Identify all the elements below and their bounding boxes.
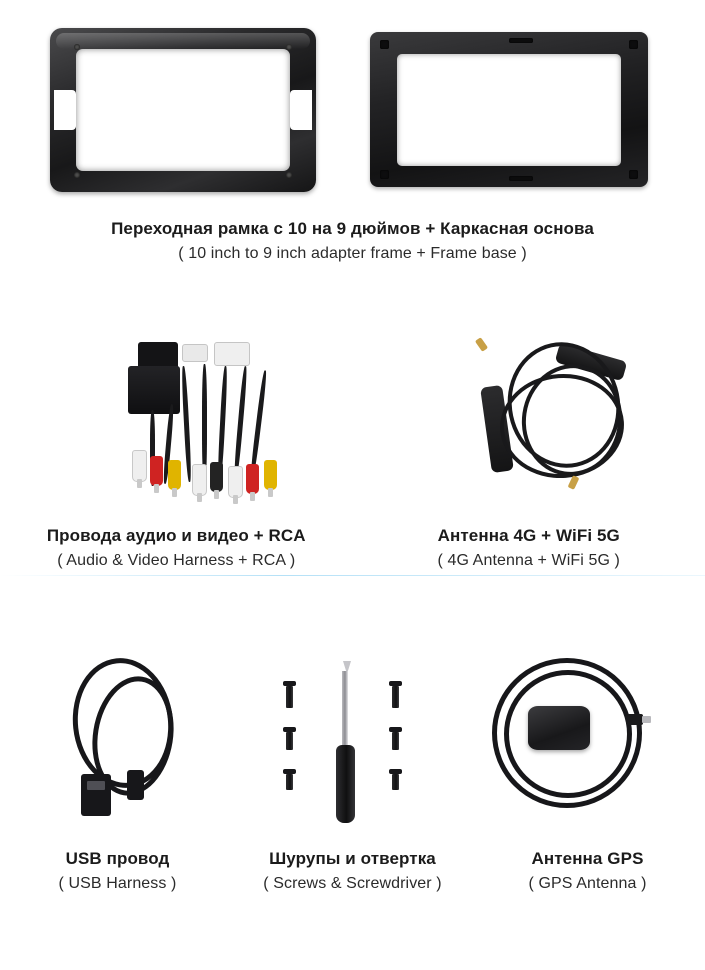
screw-hole-icon <box>74 172 80 178</box>
screw-hole-icon <box>286 172 292 178</box>
audio-video-harness-caption-ru: Провода аудио и видео + RCA <box>46 526 306 545</box>
divider-line <box>0 575 705 576</box>
audio-video-harness-caption-en: ( Audio & Video Harness + RCA ) <box>57 552 296 570</box>
rca-plug-red <box>150 456 163 486</box>
rca-plug-yellow <box>168 460 181 490</box>
4g-wifi-antenna-caption-en: ( 4G Antenna + WiFi 5G ) <box>437 552 620 570</box>
screwdriver-shaft <box>342 671 348 749</box>
frames-images <box>0 0 705 200</box>
gps-antenna-caption-ru: Антенна GPS <box>531 849 644 868</box>
harness-wire <box>233 366 248 480</box>
gps-antenna-caption <box>470 848 705 895</box>
audio-video-harness-image <box>110 340 350 520</box>
4g-wifi-antenna-caption-ru: Антенна 4G + WiFi 5G <box>437 526 620 545</box>
adapter-frame-gloss <box>56 33 310 49</box>
gps-antenna-caption-en: ( GPS Antenna ) <box>528 875 647 893</box>
screw-hole-icon <box>74 44 80 50</box>
harness-white-connector <box>182 344 208 362</box>
adapter-frame-notch-right <box>290 90 312 130</box>
mount-tab-icon <box>629 170 638 179</box>
mount-tab-icon <box>509 38 533 43</box>
harness-antenna-captions <box>0 525 705 572</box>
sma-connector <box>475 337 488 352</box>
screws-screwdriver-caption-ru: Шурупы и отвертка <box>269 849 436 868</box>
screws-screwdriver-caption-en: ( Screws & Screwdriver ) <box>263 875 442 893</box>
gps-antenna-image <box>480 650 670 840</box>
mount-tab-icon <box>629 40 638 49</box>
screw-hole-icon <box>286 44 292 50</box>
usb-port-slot <box>87 781 105 790</box>
frames-caption <box>0 218 705 265</box>
4g-wifi-antenna-caption <box>353 525 705 572</box>
usb-female-port <box>81 774 111 816</box>
adapter-frame-image <box>50 28 316 192</box>
mount-tab-icon <box>509 176 533 181</box>
rca-plug-white <box>132 450 147 482</box>
audio-video-harness-caption <box>0 525 353 572</box>
gps-connector <box>626 714 643 725</box>
harness-wire <box>181 366 192 482</box>
screws-screwdriver-caption <box>235 848 470 895</box>
rca-plug-black <box>210 462 223 492</box>
4g-wifi-antenna-image <box>470 330 680 520</box>
screw-icon <box>286 732 293 750</box>
usb-harness-caption-ru: USB провод <box>65 849 170 868</box>
rca-plug-white <box>192 464 207 496</box>
section-frames <box>0 0 705 300</box>
accessories-captions <box>0 848 705 895</box>
screwdriver-handle <box>336 745 355 823</box>
screw-icon <box>392 686 399 708</box>
mount-tab-icon <box>380 40 389 49</box>
usb-male-plug <box>127 770 144 800</box>
screw-icon <box>286 774 293 790</box>
mount-tab-icon <box>380 170 389 179</box>
gps-receiver-puck <box>528 706 590 750</box>
harness-iso-connector <box>214 342 250 366</box>
screws-screwdriver-image <box>255 645 445 840</box>
rca-plug-white <box>228 466 243 498</box>
section-accessories <box>0 620 705 970</box>
screw-icon <box>392 774 399 790</box>
usb-harness-caption-en: ( USB Harness ) <box>58 875 177 893</box>
usb-harness-caption <box>0 848 235 895</box>
adapter-frame-notch-left <box>54 90 76 130</box>
frame-base-image <box>370 32 648 187</box>
section-harness-antenna <box>0 300 705 600</box>
frames-caption-en: ( 10 inch to 9 inch adapter frame + Frame base ) <box>178 245 527 263</box>
usb-harness-image <box>55 650 230 840</box>
rca-plug-red <box>246 464 259 494</box>
rca-plug-yellow <box>264 460 277 490</box>
screw-icon <box>392 732 399 750</box>
frames-caption-ru: Переходная рамка с 10 на 9 дюймов + Каркасная основа <box>111 219 594 238</box>
screw-icon <box>286 686 293 708</box>
